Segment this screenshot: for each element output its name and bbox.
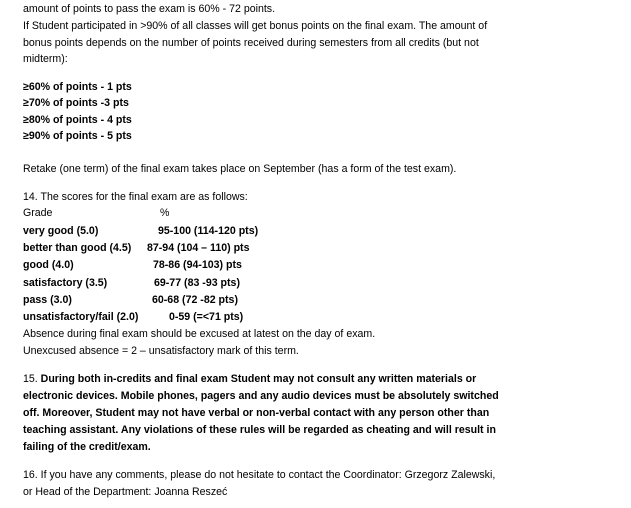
grade-range: 60-68 (72 -82 pts) bbox=[152, 294, 238, 306]
bonus-item: ≥80% of points - 4 pts bbox=[23, 114, 132, 126]
contact-line: or Head of the Department: Joanna Reszeć bbox=[23, 486, 228, 498]
score-row bbox=[23, 310, 423, 324]
bonus-item: ≥70% of points -3 pts bbox=[23, 97, 129, 109]
bonus-intro-line-3: midterm): bbox=[23, 53, 68, 65]
scores-header-row bbox=[23, 206, 323, 220]
rules-text: During both in-credits and final exam Student may not consult any written materials or bbox=[40, 373, 477, 385]
rules-line: off. Moreover, Student may not have verbal or non-verbal contact with any person other than bbox=[23, 407, 490, 419]
grade-label: very good (5.0) bbox=[23, 225, 99, 237]
grade-range: 87-94 (104 – 110) pts bbox=[147, 242, 250, 254]
score-row bbox=[23, 258, 423, 272]
bonus-intro-line-1: If Student participated in >90% of all classes will get bonus points on the final exam. The amount of bbox=[23, 20, 488, 32]
rules-line: electronic devices. Mobile phones, pagers and any audio devices must be absolutely switched bbox=[23, 390, 499, 402]
score-row bbox=[23, 224, 423, 238]
score-row bbox=[23, 276, 423, 290]
pass-threshold-text: amount of points to pass the exam is 60% - 72 points. bbox=[23, 3, 276, 15]
bonus-intro-line-2: bonus points depends on the number of points received during semesters from all credits (but not bbox=[23, 37, 479, 49]
grade-range: 69-77 (83 -93 pts) bbox=[154, 277, 240, 289]
scores-heading: 14. The scores for the final exam are as follows: bbox=[23, 191, 248, 203]
grade-label: pass (3.0) bbox=[23, 294, 72, 306]
absence-note: Unexcused absence = 2 – unsatisfactory mark of this term. bbox=[23, 345, 299, 357]
percent-column-header: % bbox=[160, 207, 170, 219]
grade-column-header: Grade bbox=[23, 207, 53, 219]
contact-line: 16. If you have any comments, please do not hesitate to contact the Coordinator: Grzegorz Zalewski, bbox=[23, 469, 496, 481]
retake-text: Retake (one term) of the final exam takes place on September (has a form of the test exam). bbox=[23, 163, 457, 175]
grade-label: satisfactory (3.5) bbox=[23, 277, 108, 289]
rules-line: teaching assistant. Any violations of these rules will be regarded as cheating and will result in bbox=[23, 424, 496, 436]
score-row bbox=[23, 241, 423, 255]
grade-label: unsatisfactory/fail (2.0) bbox=[23, 311, 139, 323]
bonus-item: ≥60% of points - 1 pts bbox=[23, 81, 132, 93]
grade-range: 78-86 (94-103) pts bbox=[153, 259, 242, 271]
rules-number: 15. bbox=[23, 373, 41, 385]
bonus-item: ≥90% of points - 5 pts bbox=[23, 130, 132, 142]
grade-label: good (4.0) bbox=[23, 259, 74, 271]
absence-note: Absence during final exam should be excused at latest on the day of exam. bbox=[23, 328, 376, 340]
rules-line: failing of the credit/exam. bbox=[23, 441, 151, 453]
grade-range: 0-59 (=<71 pts) bbox=[169, 311, 244, 323]
grade-range: 95-100 (114-120 pts) bbox=[158, 225, 259, 237]
rules-line bbox=[23, 372, 476, 386]
score-row bbox=[23, 293, 423, 307]
grade-label: better than good (4.5) bbox=[23, 242, 132, 254]
